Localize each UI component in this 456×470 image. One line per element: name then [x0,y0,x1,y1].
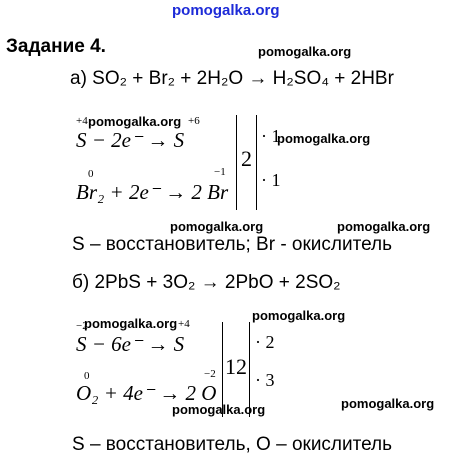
watermark: pomogalka.org [258,44,352,59]
watermark: pomogalka.org [88,114,182,129]
watermark: pomogalka.org [341,396,435,411]
watermark: pomogalka.org [277,131,371,146]
oxidation-state: +4 [76,115,88,127]
oxidation-state: 0 [84,370,90,382]
watermark: pomogalka.org [84,316,178,331]
watermark: pomogalka.org [337,219,431,234]
multiplier: · 1 [261,126,281,146]
multiplier: · 1 [261,170,281,190]
oxidation-state: +4 [178,318,190,330]
half-reaction-a1: S − 2e⁻ → S [76,128,185,152]
divider-line [236,115,237,210]
oxidation-state: −2 [76,320,88,332]
common-multiple: 2 [241,146,252,171]
conclusion-b: S – восстановитель, O – окислитель [72,434,393,455]
half-reaction-a2: Br₂ + 2e⁻ → 2 Br [76,180,229,204]
watermark: pomogalka.org [172,402,266,417]
watermark: pomogalka.org [170,219,264,234]
site-logo: pomogalka.org [172,2,280,19]
half-reaction-b2: O₂ + 4e⁻ → 2 O [76,381,217,405]
task-title: Задание 4. [6,36,106,57]
oxidation-state: −1 [214,166,226,178]
divider-line [256,115,257,210]
conclusion-a: S – восстановитель; Br - окислитель [72,234,393,255]
oxidation-state: 0 [88,168,94,180]
equation-a: а) SO₂ + Br₂ + 2H₂O → H₂SO₄ + 2HBr [70,68,394,89]
equation-b: б) 2PbS + 3O₂ → 2PbO + 2SO₂ [72,272,341,293]
common-multiple: 12 [225,354,247,379]
multiplier: · 3 [255,370,275,390]
oxidation-state: +6 [188,115,200,127]
oxidation-state: −2 [204,368,216,380]
multiplier: · 2 [255,332,275,352]
watermark: pomogalka.org [252,308,346,323]
half-reaction-b1: S − 6e⁻ → S [76,332,185,356]
